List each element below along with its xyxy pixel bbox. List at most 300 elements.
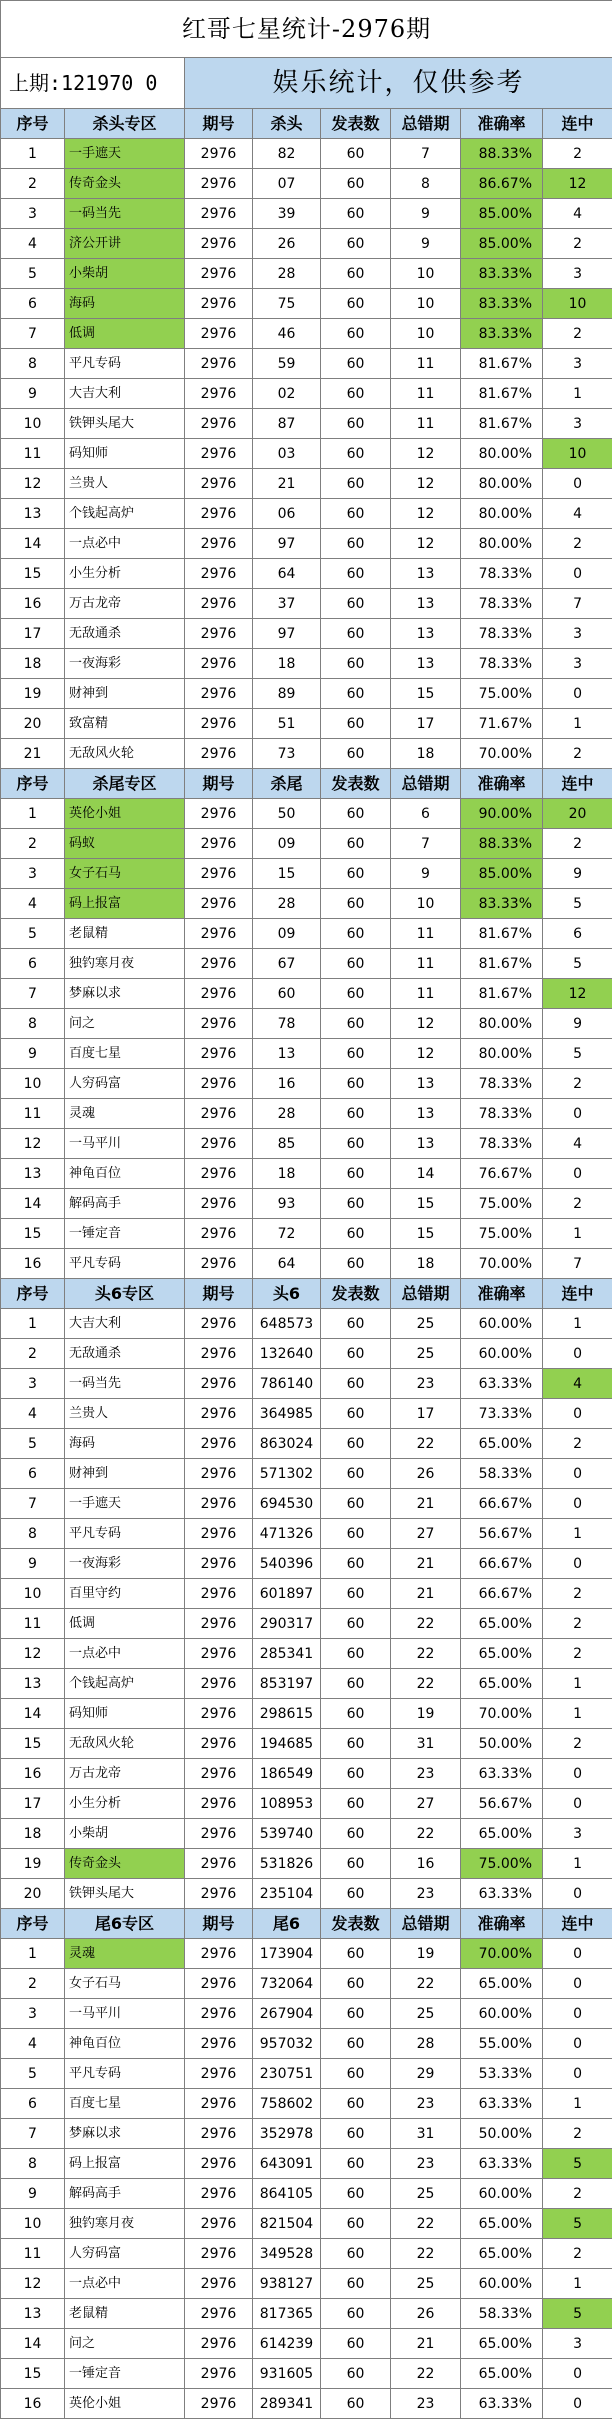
accuracy-cell: 56.67% [461, 1519, 543, 1549]
table-row [1, 709, 612, 739]
errors-cell: 22 [391, 1819, 461, 1849]
value-cell: 173904 [253, 1939, 321, 1969]
name-cell: 一夜海彩 [65, 1549, 185, 1579]
published-cell: 60 [321, 1879, 391, 1909]
table-row [1, 1189, 612, 1219]
value-cell: 16 [253, 1069, 321, 1099]
value-cell: 73 [253, 739, 321, 769]
name-cell: 无敌通杀 [65, 1339, 185, 1369]
serial-cell: 1 [1, 139, 65, 169]
header-accuracy: 准确率 [461, 769, 543, 799]
table-row [1, 1009, 612, 1039]
errors-cell: 13 [391, 649, 461, 679]
issue-cell: 2976 [185, 1489, 253, 1519]
accuracy-cell: 63.33% [461, 2089, 543, 2119]
published-cell: 60 [321, 1579, 391, 1609]
errors-cell: 6 [391, 799, 461, 829]
header-streak: 连中 [543, 1279, 612, 1309]
table-row [1, 2149, 612, 2179]
serial-cell: 7 [1, 319, 65, 349]
streak-cell: 5 [543, 949, 612, 979]
value-cell: 28 [253, 889, 321, 919]
table-row [1, 1249, 612, 1279]
table-row [1, 2089, 612, 2119]
value-cell: 18 [253, 649, 321, 679]
table-row [1, 1999, 612, 2029]
name-cell: 无敌通杀 [65, 619, 185, 649]
table-row [1, 1369, 612, 1399]
name-cell: 海码 [65, 1429, 185, 1459]
published-cell: 60 [321, 979, 391, 1009]
header-accuracy: 准确率 [461, 1909, 543, 1939]
issue-cell: 2976 [185, 2119, 253, 2149]
value-cell: 531826 [253, 1849, 321, 1879]
streak-cell: 1 [543, 1519, 612, 1549]
header-errors: 总错期 [391, 1909, 461, 1939]
issue-cell: 2976 [185, 1039, 253, 1069]
issue-cell: 2976 [185, 379, 253, 409]
errors-cell: 12 [391, 499, 461, 529]
streak-cell: 1 [543, 709, 612, 739]
table-row [1, 319, 612, 349]
serial-cell: 12 [1, 469, 65, 499]
errors-cell: 25 [391, 1309, 461, 1339]
issue-cell: 2976 [185, 1159, 253, 1189]
published-cell: 60 [321, 1519, 391, 1549]
issue-cell: 2976 [185, 2329, 253, 2359]
published-cell: 60 [321, 859, 391, 889]
errors-cell: 23 [391, 2089, 461, 2119]
table-row [1, 859, 612, 889]
table-row [1, 1549, 612, 1579]
streak-cell: 5 [543, 2209, 612, 2239]
name-cell: 一手遮天 [65, 1489, 185, 1519]
serial-cell: 5 [1, 259, 65, 289]
published-cell: 60 [321, 199, 391, 229]
published-cell: 60 [321, 1249, 391, 1279]
entertainment-notice: 娱乐统计，仅供参考 [185, 58, 612, 109]
name-cell: 问之 [65, 1009, 185, 1039]
published-cell: 60 [321, 679, 391, 709]
serial-cell: 10 [1, 1579, 65, 1609]
table-row [1, 1309, 612, 1339]
issue-cell: 2976 [185, 1699, 253, 1729]
name-cell: 老鼠精 [65, 2299, 185, 2329]
name-cell: 铁钾头尾大 [65, 1879, 185, 1909]
name-cell: 一马平川 [65, 1129, 185, 1159]
header-errors: 总错期 [391, 109, 461, 139]
serial-cell: 2 [1, 169, 65, 199]
serial-cell: 19 [1, 679, 65, 709]
streak-cell: 2 [543, 1579, 612, 1609]
name-cell: 一点必中 [65, 529, 185, 559]
table-row [1, 1969, 612, 1999]
published-cell: 60 [321, 1549, 391, 1579]
table-row [1, 1099, 612, 1129]
table-row [1, 649, 612, 679]
header-value: 头6 [253, 1279, 321, 1309]
table-row [1, 499, 612, 529]
name-cell: 万古龙帝 [65, 589, 185, 619]
published-cell: 60 [321, 2149, 391, 2179]
accuracy-cell: 81.67% [461, 349, 543, 379]
published-cell: 60 [321, 169, 391, 199]
accuracy-cell: 80.00% [461, 1009, 543, 1039]
value-cell: 732064 [253, 1969, 321, 1999]
table-row [1, 1459, 612, 1489]
table-row [1, 559, 612, 589]
accuracy-cell: 65.00% [461, 2209, 543, 2239]
streak-cell: 2 [543, 829, 612, 859]
errors-cell: 13 [391, 559, 461, 589]
name-cell: 济公开讲 [65, 229, 185, 259]
published-cell: 60 [321, 1729, 391, 1759]
table-row [1, 979, 612, 1009]
serial-cell: 1 [1, 799, 65, 829]
issue-cell: 2976 [185, 1639, 253, 1669]
serial-cell: 12 [1, 1129, 65, 1159]
errors-cell: 25 [391, 2269, 461, 2299]
issue-cell: 2976 [185, 1759, 253, 1789]
published-cell: 60 [321, 2059, 391, 2089]
streak-cell: 1 [543, 1699, 612, 1729]
issue-cell: 2976 [185, 1459, 253, 1489]
name-cell: 解码高手 [65, 2179, 185, 2209]
name-cell: 无敌风火轮 [65, 1729, 185, 1759]
table-row [1, 139, 612, 169]
errors-cell: 17 [391, 709, 461, 739]
value-cell: 50 [253, 799, 321, 829]
issue-cell: 2976 [185, 499, 253, 529]
serial-cell: 17 [1, 1789, 65, 1819]
errors-cell: 13 [391, 1099, 461, 1129]
name-cell: 神龟百位 [65, 2029, 185, 2059]
issue-cell: 2976 [185, 1369, 253, 1399]
accuracy-cell: 63.33% [461, 1369, 543, 1399]
published-cell: 60 [321, 1489, 391, 1519]
published-cell: 60 [321, 649, 391, 679]
published-cell: 60 [321, 1999, 391, 2029]
table-row [1, 529, 612, 559]
header-zone: 头6专区 [65, 1279, 185, 1309]
published-cell: 60 [321, 2239, 391, 2269]
errors-cell: 8 [391, 169, 461, 199]
errors-cell: 7 [391, 829, 461, 859]
issue-cell: 2976 [185, 829, 253, 859]
table-row [1, 1699, 612, 1729]
accuracy-cell: 65.00% [461, 2359, 543, 2389]
name-cell: 码知师 [65, 1699, 185, 1729]
streak-cell: 2 [543, 139, 612, 169]
serial-cell: 9 [1, 2179, 65, 2209]
serial-cell: 13 [1, 1159, 65, 1189]
accuracy-cell: 75.00% [461, 1189, 543, 1219]
value-cell: 267904 [253, 1999, 321, 2029]
streak-cell: 0 [543, 469, 612, 499]
published-cell: 60 [321, 2179, 391, 2209]
errors-cell: 19 [391, 1939, 461, 1969]
streak-cell: 1 [543, 1309, 612, 1339]
errors-cell: 12 [391, 1009, 461, 1039]
published-cell: 60 [321, 1129, 391, 1159]
errors-cell: 31 [391, 1729, 461, 1759]
streak-cell: 12 [543, 169, 612, 199]
accuracy-cell: 85.00% [461, 199, 543, 229]
serial-cell: 14 [1, 1699, 65, 1729]
accuracy-cell: 65.00% [461, 2239, 543, 2269]
table-row [1, 2029, 612, 2059]
table-row [1, 2389, 612, 2419]
name-cell: 梦麻以求 [65, 979, 185, 1009]
value-cell: 02 [253, 379, 321, 409]
streak-cell: 5 [543, 889, 612, 919]
accuracy-cell: 80.00% [461, 439, 543, 469]
accuracy-cell: 80.00% [461, 499, 543, 529]
issue-cell: 2976 [185, 1609, 253, 1639]
accuracy-cell: 88.33% [461, 829, 543, 859]
published-cell: 60 [321, 2089, 391, 2119]
header-value: 杀尾 [253, 769, 321, 799]
table-row [1, 739, 612, 769]
accuracy-cell: 78.33% [461, 1099, 543, 1129]
issue-cell: 2976 [185, 1729, 253, 1759]
published-cell: 60 [321, 1939, 391, 1969]
name-cell: 大吉大利 [65, 1309, 185, 1339]
serial-cell: 14 [1, 2329, 65, 2359]
streak-cell: 3 [543, 649, 612, 679]
serial-cell: 17 [1, 619, 65, 649]
published-cell: 60 [321, 2329, 391, 2359]
name-cell: 财神到 [65, 1459, 185, 1489]
table-row [1, 1669, 612, 1699]
published-cell: 60 [321, 229, 391, 259]
streak-cell: 4 [543, 1369, 612, 1399]
value-cell: 186549 [253, 1759, 321, 1789]
streak-cell: 2 [543, 1189, 612, 1219]
errors-cell: 18 [391, 1249, 461, 1279]
errors-cell: 15 [391, 1189, 461, 1219]
errors-cell: 22 [391, 1639, 461, 1669]
serial-cell: 5 [1, 2059, 65, 2089]
streak-cell: 1 [543, 1219, 612, 1249]
published-cell: 60 [321, 319, 391, 349]
serial-cell: 15 [1, 559, 65, 589]
errors-cell: 15 [391, 679, 461, 709]
name-cell: 低调 [65, 1609, 185, 1639]
issue-cell: 2976 [185, 1849, 253, 1879]
table-row [1, 1429, 612, 1459]
errors-cell: 29 [391, 2059, 461, 2089]
table-row [1, 1159, 612, 1189]
accuracy-cell: 53.33% [461, 2059, 543, 2089]
errors-cell: 9 [391, 859, 461, 889]
serial-cell: 2 [1, 1339, 65, 1369]
header-value: 尾6 [253, 1909, 321, 1939]
errors-cell: 23 [391, 1759, 461, 1789]
streak-cell: 0 [543, 2029, 612, 2059]
name-cell: 一马平川 [65, 1999, 185, 2029]
value-cell: 694530 [253, 1489, 321, 1519]
issue-cell: 2976 [185, 169, 253, 199]
streak-cell: 0 [543, 2059, 612, 2089]
published-cell: 60 [321, 469, 391, 499]
published-cell: 60 [321, 1039, 391, 1069]
accuracy-cell: 78.33% [461, 1069, 543, 1099]
errors-cell: 7 [391, 139, 461, 169]
issue-cell: 2976 [185, 949, 253, 979]
section-header-row [1, 1279, 612, 1309]
errors-cell: 25 [391, 1339, 461, 1369]
table-row [1, 949, 612, 979]
issue-cell: 2976 [185, 1999, 253, 2029]
name-cell: 小生分析 [65, 1789, 185, 1819]
streak-cell: 1 [543, 2089, 612, 2119]
serial-cell: 16 [1, 589, 65, 619]
issue-cell: 2976 [185, 439, 253, 469]
streak-cell: 0 [543, 1489, 612, 1519]
accuracy-cell: 70.00% [461, 1939, 543, 1969]
accuracy-cell: 60.00% [461, 1339, 543, 1369]
value-cell: 821504 [253, 2209, 321, 2239]
published-cell: 60 [321, 1459, 391, 1489]
streak-cell: 1 [543, 2269, 612, 2299]
accuracy-cell: 63.33% [461, 1879, 543, 1909]
value-cell: 758602 [253, 2089, 321, 2119]
value-cell: 59 [253, 349, 321, 379]
published-cell: 60 [321, 1009, 391, 1039]
serial-cell: 9 [1, 379, 65, 409]
table-row [1, 1729, 612, 1759]
streak-cell: 2 [543, 2179, 612, 2209]
value-cell: 235104 [253, 1879, 321, 1909]
published-cell: 60 [321, 919, 391, 949]
serial-cell: 18 [1, 1819, 65, 1849]
streak-cell: 5 [543, 2299, 612, 2329]
accuracy-cell: 81.67% [461, 979, 543, 1009]
serial-cell: 11 [1, 439, 65, 469]
name-cell: 百度七星 [65, 1039, 185, 1069]
issue-cell: 2976 [185, 2179, 253, 2209]
serial-cell: 14 [1, 1189, 65, 1219]
published-cell: 60 [321, 1819, 391, 1849]
accuracy-cell: 81.67% [461, 379, 543, 409]
streak-cell: 0 [543, 2389, 612, 2419]
accuracy-cell: 55.00% [461, 2029, 543, 2059]
serial-cell: 3 [1, 1369, 65, 1399]
streak-cell: 7 [543, 589, 612, 619]
streak-cell: 0 [543, 1099, 612, 1129]
issue-cell: 2976 [185, 349, 253, 379]
serial-cell: 12 [1, 2269, 65, 2299]
streak-cell: 2 [543, 1729, 612, 1759]
accuracy-cell: 65.00% [461, 1609, 543, 1639]
published-cell: 60 [321, 349, 391, 379]
issue-cell: 2976 [185, 319, 253, 349]
value-cell: 03 [253, 439, 321, 469]
value-cell: 349528 [253, 2239, 321, 2269]
issue-cell: 2976 [185, 1429, 253, 1459]
errors-cell: 9 [391, 229, 461, 259]
serial-cell: 15 [1, 2359, 65, 2389]
serial-cell: 20 [1, 1879, 65, 1909]
streak-cell: 3 [543, 409, 612, 439]
errors-cell: 23 [391, 2389, 461, 2419]
streak-cell: 2 [543, 1429, 612, 1459]
name-cell: 传奇金头 [65, 1849, 185, 1879]
accuracy-cell: 63.33% [461, 2389, 543, 2419]
errors-cell: 21 [391, 1489, 461, 1519]
accuracy-cell: 88.33% [461, 139, 543, 169]
value-cell: 931605 [253, 2359, 321, 2389]
serial-cell: 3 [1, 1999, 65, 2029]
serial-cell: 7 [1, 1489, 65, 1519]
table-row [1, 2179, 612, 2209]
errors-cell: 13 [391, 1069, 461, 1099]
name-cell: 梦麻以求 [65, 2119, 185, 2149]
serial-cell: 16 [1, 1759, 65, 1789]
accuracy-cell: 50.00% [461, 1729, 543, 1759]
errors-cell: 21 [391, 1579, 461, 1609]
value-cell: 18 [253, 1159, 321, 1189]
published-cell: 60 [321, 1849, 391, 1879]
name-cell: 财神到 [65, 679, 185, 709]
accuracy-cell: 65.00% [461, 2329, 543, 2359]
name-cell: 传奇金头 [65, 169, 185, 199]
value-cell: 64 [253, 559, 321, 589]
serial-cell: 12 [1, 1639, 65, 1669]
published-cell: 60 [321, 2389, 391, 2419]
value-cell: 15 [253, 859, 321, 889]
streak-cell: 0 [543, 679, 612, 709]
streak-cell: 20 [543, 799, 612, 829]
accuracy-cell: 60.00% [461, 1309, 543, 1339]
published-cell: 60 [321, 1069, 391, 1099]
streak-cell: 2 [543, 229, 612, 259]
table-row [1, 1489, 612, 1519]
streak-cell: 0 [543, 1159, 612, 1189]
published-cell: 60 [321, 589, 391, 619]
accuracy-cell: 83.33% [461, 319, 543, 349]
published-cell: 60 [321, 2269, 391, 2299]
value-cell: 601897 [253, 1579, 321, 1609]
issue-cell: 2976 [185, 1969, 253, 1999]
errors-cell: 11 [391, 409, 461, 439]
serial-cell: 13 [1, 499, 65, 529]
header-value: 杀头 [253, 109, 321, 139]
serial-cell: 8 [1, 1009, 65, 1039]
header-accuracy: 准确率 [461, 1279, 543, 1309]
published-cell: 60 [321, 2209, 391, 2239]
table-row [1, 349, 612, 379]
serial-cell: 2 [1, 1969, 65, 1999]
table-row [1, 799, 612, 829]
errors-cell: 21 [391, 1549, 461, 1579]
name-cell: 问之 [65, 2329, 185, 2359]
accuracy-cell: 78.33% [461, 649, 543, 679]
serial-cell: 16 [1, 2389, 65, 2419]
errors-cell: 13 [391, 619, 461, 649]
value-cell: 06 [253, 499, 321, 529]
header-published: 发表数 [321, 769, 391, 799]
name-cell: 海码 [65, 289, 185, 319]
issue-cell: 2976 [185, 1249, 253, 1279]
value-cell: 290317 [253, 1609, 321, 1639]
errors-cell: 12 [391, 469, 461, 499]
published-cell: 60 [321, 2029, 391, 2059]
name-cell: 英伦小姐 [65, 799, 185, 829]
accuracy-cell: 56.67% [461, 1789, 543, 1819]
table-row [1, 889, 612, 919]
